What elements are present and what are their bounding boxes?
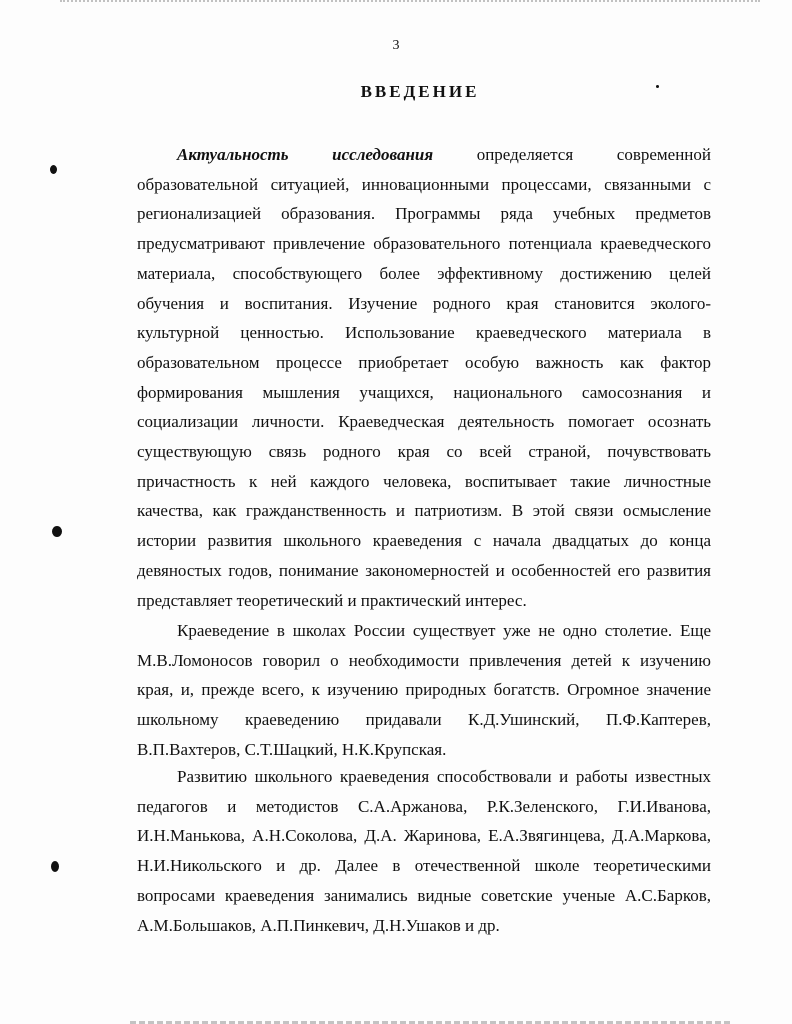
scan-edge-bottom: [130, 1015, 730, 1024]
punch-hole-mark: [51, 861, 59, 872]
paragraph-2-text: Краеведение в школах России существует уже не одно столетие. Еще М.В.Ломоносов говорил о необходимости привлечения детей к изучению края, и, прежде всего, к изучению природных богатств. Огромное значение школьному краеведению придавали К.Д.Ушинский, П.Ф.Каптерев, В.П.Вахтеров, С.Т.Шацкий, Н.К.Крупская.: [137, 621, 711, 759]
punch-hole-mark: [50, 165, 57, 174]
paragraph-1-text: [137, 140, 711, 615]
page-title: ВВЕДЕНИЕ: [360, 82, 480, 101]
paragraph-1: [137, 140, 711, 615]
paragraph-2: [137, 616, 711, 765]
scan-speck: [656, 85, 659, 88]
page-number: 3: [392, 38, 400, 53]
paragraph-1-lead: Актуальность исследования: [177, 145, 434, 164]
scan-edge-top: [60, 0, 760, 8]
punch-hole-mark: [52, 526, 62, 537]
paragraph-3-text: Развитию школьного краеведения способствовали и работы известных педагогов и методистов С.А.Аржанова, Р.К.Зеленского, Г.И.Иванова, И.Н.Манькова, А.Н.Соколова, Д.А. Жаринова, Е.А.Звягинцева, Д.А.Маркова, Н.И.Никольского и др. Далее в отечественной школе теоретическими вопросами краеведения занимались видные советские ученые А.С.Барков, А.М.Большаков, А.П.Пинкевич, Д.Н.Ушаков и др.: [137, 767, 711, 935]
paragraph-3: [137, 762, 711, 940]
paragraph-1-body: определяется современной образовательной ситуацией, инновационными процессами, связанными с регионализацией образования. Программы ряда учебных предметов предусматривают привлечение образовательного потенциала краеведческого материала, способствующего более эффективному достижению целей обучения и воспитания. Изучение родного края становится эколого-культурной ценностью. Использование краеведческого материала в образовательном процессе приобретает особую важность как фактор формирования мышления учащихся, национального самосознания и социализации личности. Краеведческая деятельность помогает осознать существующую связь родного края со всей страной, почувствовать причастность к ней каждого человека, воспитывает такие личностные качества, как гражданственность и патриотизм. В этой связи осмысление истории развития школьного краеведения с начала двадцатых до конца девяностых годов, понимание закономерностей и особенностей его развития представляет теоретический и практический интерес.: [137, 145, 711, 610]
